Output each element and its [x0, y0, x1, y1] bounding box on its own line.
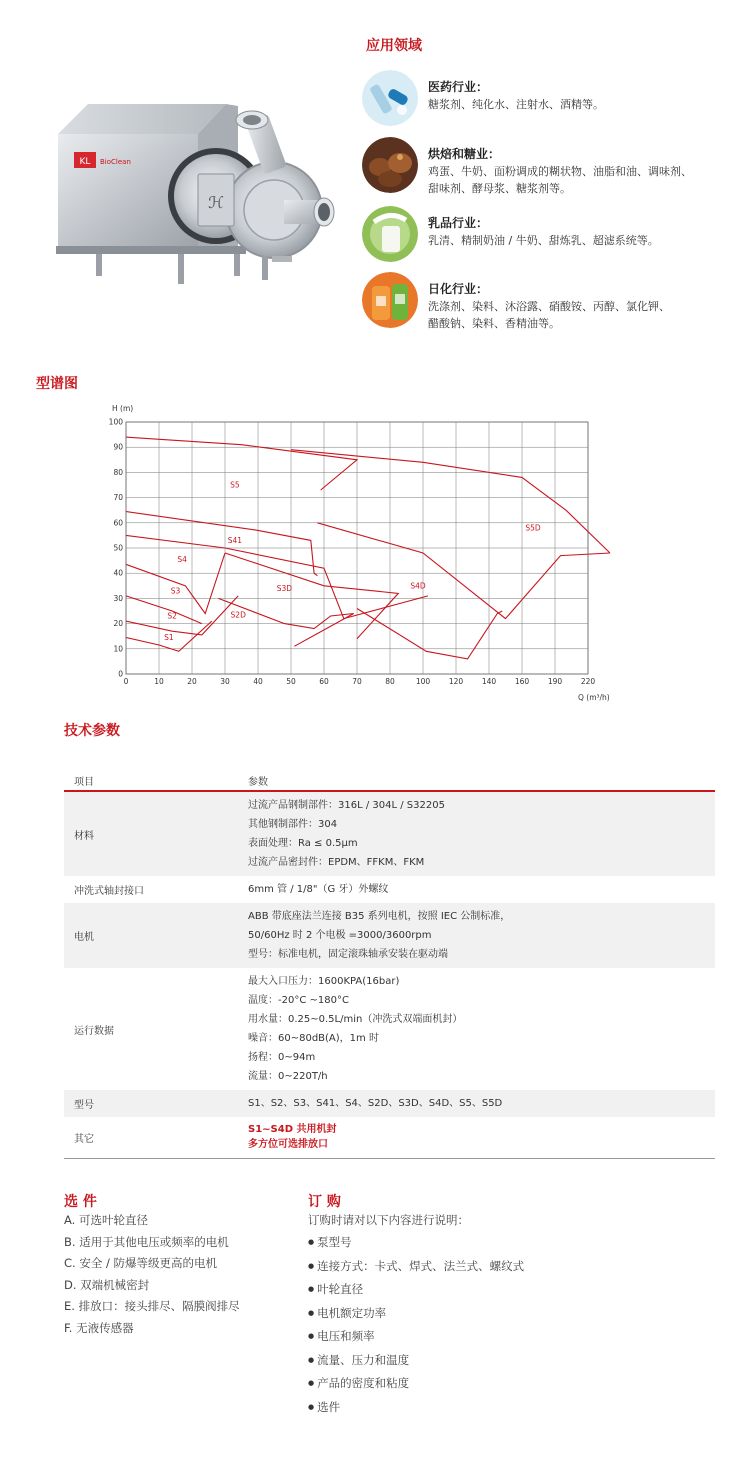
x-tick-label: 220 — [580, 677, 596, 686]
row-value-line: 噪音：60~80dB(A)，1m 时 — [248, 1033, 379, 1044]
application-desc: 糖浆剂、纯化水、注射水、酒精等。 — [428, 98, 604, 111]
row-value-line: 过流产品密封件：EPDM、FFKM、FKM — [248, 857, 425, 868]
application-desc: 鸡蛋、牛奶、面粉调成的糊状物、油脂和油、调味剂、 — [428, 165, 692, 178]
chart-ticks — [109, 418, 596, 687]
series-curve-s5 — [126, 512, 317, 576]
y-tick-label: 80 — [113, 467, 123, 477]
order-item: ● 选件 — [308, 1397, 524, 1421]
row-value-line: S1、S2、S3、S41、S4、S2D、S3D、S4D、S5、S5D — [248, 1098, 503, 1109]
series-curve-s5-top — [126, 437, 357, 490]
table-row — [64, 968, 715, 1090]
spec-table — [64, 770, 715, 1159]
dairy-icon — [362, 206, 418, 262]
row-label: 电机 — [74, 932, 94, 943]
row-value-line: 最大入口压力：1600KPA(16bar) — [248, 976, 400, 987]
options-title: 选 件 — [64, 1194, 97, 1210]
y-tick-label: 90 — [113, 442, 123, 452]
series-curve-s5d — [317, 523, 610, 619]
series-curve-s2d — [218, 598, 353, 646]
y-tick-label: 100 — [108, 417, 123, 427]
x-tick-label: 10 — [154, 677, 164, 686]
header-param: 参数 — [248, 776, 268, 788]
order-title: 订 购 — [308, 1194, 341, 1210]
row-value-line: S1~S4D 共用机封 — [248, 1124, 337, 1135]
y-tick-label: 0 — [118, 669, 123, 679]
order-list — [308, 1232, 524, 1420]
row-value-line: 其他钢制部件：304 — [248, 819, 338, 830]
application-desc: 乳清、精制奶油 / 牛奶、甜炼乳、超滤系统等。 — [428, 234, 659, 247]
series-label: S41 — [227, 535, 243, 545]
x-tick-label: 0 — [123, 677, 129, 686]
x-tick-label: 30 — [220, 677, 230, 686]
row-value-line: 过流产品钢制部件：316L / 304L / S32205 — [248, 800, 445, 811]
bakery-icon — [362, 137, 418, 193]
x-tick-label: 140 — [481, 677, 497, 686]
y-tick-label: 10 — [113, 644, 123, 654]
series-label: S1 — [164, 632, 174, 642]
y-tick-label: 70 — [113, 493, 123, 503]
row-value-line: 表面处理：Ra ≤ 0.5μm — [248, 838, 358, 849]
y-tick-label: 50 — [113, 543, 123, 553]
x-tick-label: 70 — [352, 677, 362, 686]
order-intro: 订购时请对以下内容进行说明： — [308, 1213, 469, 1227]
option-item: A. 可选叶轮直径 — [64, 1213, 148, 1227]
series-label: S3 — [170, 586, 181, 596]
row-value-line: 扬程：0~94m — [248, 1052, 316, 1063]
y-tick-label: 60 — [113, 518, 123, 528]
order-item: ● 泵型号 — [308, 1232, 524, 1256]
series-label: S4D — [410, 581, 426, 591]
series-label: S2 — [167, 611, 177, 621]
row-value-line: 温度：-20°C ~180°C — [248, 995, 349, 1006]
order-item: ● 电压和频率 — [308, 1326, 524, 1350]
table-row — [64, 1117, 715, 1158]
option-item: D. 双端机械密封 — [64, 1277, 150, 1292]
row-value-line: ABB 带底座法兰连接 B35 系列电机，按照 IEC 公制标准， — [248, 911, 511, 922]
application-desc: 醋酸钠、染料、香精油等。 — [428, 317, 560, 330]
y-axis-label: H (m) — [112, 404, 134, 413]
table-row — [64, 876, 715, 903]
row-label: 冲洗式轴封接口 — [74, 886, 144, 897]
x-tick-label: 160 — [514, 677, 530, 686]
order-item: ● 产品的密度和粘度 — [308, 1373, 524, 1397]
application-desc: 洗涤剂、染料、沐浴露、硝酸铵、丙醇、氯化钾、 — [428, 300, 670, 313]
series-label: S3D — [276, 583, 293, 593]
performance-chart — [90, 398, 630, 708]
x-tick-label: 80 — [385, 677, 395, 686]
application-name: 医药行业： — [428, 80, 489, 94]
row-label: 运行数据 — [74, 1025, 114, 1037]
application-title: 应用领域 — [366, 38, 422, 54]
series-label: S4 — [177, 554, 187, 564]
y-tick-label: 30 — [113, 593, 123, 603]
svg-text:KL: KL — [79, 157, 91, 167]
y-tick-label: 20 — [113, 619, 123, 629]
series-label: S5 — [230, 480, 240, 490]
option-item: F. 无液传感器 — [64, 1320, 134, 1335]
tech-title: 技术参数 — [64, 723, 120, 739]
series-curve-s4 — [126, 553, 225, 614]
x-tick-label: 60 — [319, 677, 329, 686]
row-label: 其它 — [74, 1134, 94, 1145]
header-item: 项目 — [74, 776, 94, 788]
row-value-line: 型号：标准电机，固定滚珠轴承安装在驱动端 — [248, 949, 448, 960]
order-item: ● 叶轮直径 — [308, 1279, 524, 1303]
chart-title: 型谱图 — [36, 376, 78, 392]
series-curve-s4d — [357, 609, 502, 659]
row-label: 型号 — [74, 1100, 94, 1111]
x-tick-label: 100 — [415, 677, 431, 686]
order-item: ● 电机额定功率 — [308, 1303, 524, 1327]
table-row — [64, 903, 715, 968]
series-label: S5D — [525, 523, 541, 533]
options-list — [64, 1210, 240, 1339]
x-tick-label: 190 — [547, 677, 563, 686]
x-tick-label: 120 — [448, 677, 464, 686]
option-item: C. 安全 / 防爆等级更高的电机 — [64, 1256, 218, 1270]
table-row — [64, 1090, 715, 1117]
x-tick-label: 20 — [187, 677, 197, 686]
order-item: ● 流量、压力和温度 — [308, 1350, 524, 1374]
series-curve-s3 — [126, 596, 202, 624]
pharma-icon — [362, 70, 418, 126]
chart-series-labels — [164, 481, 541, 642]
row-value-line: 多方位可选排放口 — [248, 1139, 328, 1150]
table-row — [64, 792, 715, 876]
application-desc: 甜味剂、酵母浆、糖浆剂等。 — [428, 182, 571, 195]
application-name: 日化行业： — [428, 282, 489, 296]
y-tick-label: 40 — [113, 568, 123, 578]
svg-text:ℋ: ℋ — [208, 193, 224, 212]
table-bottom-rule — [64, 1158, 715, 1159]
table-header — [64, 770, 715, 792]
chemical-icon — [362, 272, 418, 328]
row-value-line: 流量：0~220T/h — [248, 1071, 328, 1082]
pump-illustration — [48, 96, 348, 306]
series-label: S2D — [230, 610, 246, 620]
row-value-line: 用水量：0.25~0.5L/min（冲洗式双端面机封） — [248, 1014, 463, 1025]
application-name: 乳品行业： — [428, 216, 489, 230]
series-curve-s5d-top — [291, 450, 610, 553]
x-tick-label: 40 — [253, 677, 263, 686]
x-tick-label: 50 — [286, 677, 296, 686]
svg-text:BioClean: BioClean — [100, 158, 131, 166]
order-item: ● 连接方式：卡式、焊式、法兰式、螺纹式 — [308, 1256, 524, 1280]
x-axis-label: Q (m³/h) — [578, 693, 610, 702]
row-label: 材料 — [74, 830, 94, 842]
option-item: E. 排放口：接头排尽、隔膜阀排尽 — [64, 1299, 240, 1313]
application-name: 烘焙和糖业： — [428, 147, 501, 161]
row-value-line: 6mm 管 / 1/8"（G 牙）外螺纹 — [248, 884, 389, 895]
row-value-line: 50/60Hz 时 2 个电极 =3000/3600rpm — [248, 930, 432, 941]
option-item: B. 适用于其他电压或频率的电机 — [64, 1234, 229, 1249]
